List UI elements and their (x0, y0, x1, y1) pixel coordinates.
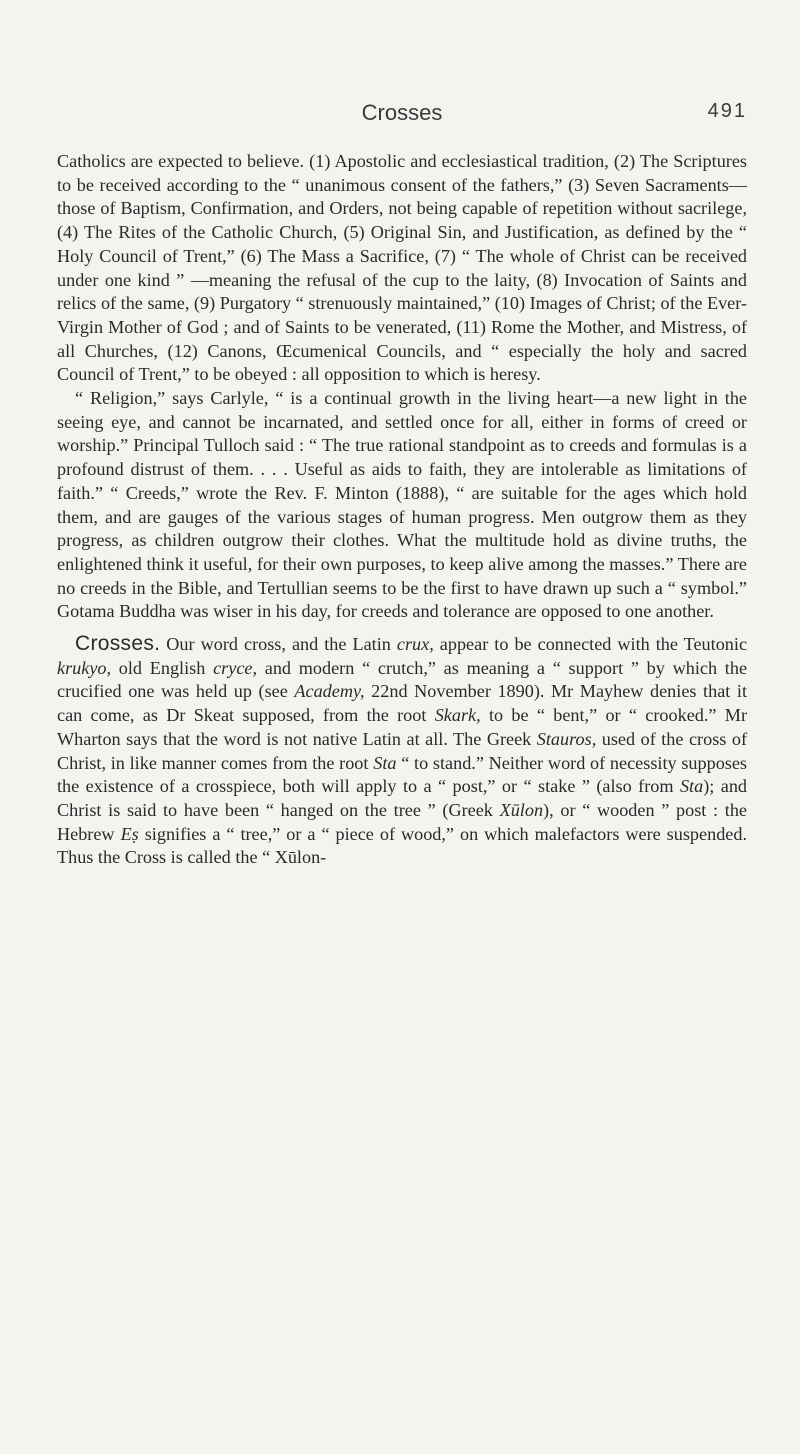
term-crux: crux, (396, 634, 434, 655)
term-cryce: cryce, (213, 657, 258, 678)
paragraph-catholic-beliefs: Catholics are expected to believe. (1) Apostolic and ecclesiastical tradition, (2) The Scriptures to be received according to the “ unanimous consent of the fathers,” (3) Seven Sacraments—those of Baptism, Confirmation, and Orders, not being capable of repetition without sacrilege, (4) The Rites of the Catholic Church, (5) Original Sin, and Justification, as defined by the “ Holy Council of Trent,” (6) The Mass a Sacrifice, (7) “ The whole of Christ can be received under one kind ” —meaning the refusal of the cup to the laity, (8) Invocation of Saints and relics of the same, (9) Purgatory “ strenuously maintained,” (10) Images of Christ; of the Ever-Virgin Mother of God ; and of Saints to be venerated, (11) Rome the Mother, and Mistress, of all Churches, (12) Canons, Œcumenical Councils, and “ especially the holy and sacred Council of Trent,” to be obeyed : all opposition to which is heresy. (57, 151, 747, 385)
term-sta: Sta (679, 776, 704, 797)
term-xulon: Xūlon (499, 799, 544, 820)
paragraph-crosses: Crosses. Our word cross, and the Latin crux, appear to be connected with the Teutonic krukyo, old English cryce, and modern “ crutch,” as meaning a “ support ” by which the crucified one was held up (see Academy, 22nd November 1890). Mr Mayhew denies that it can come, as Dr Skeat supposed, from the root Skark, to be “ bent,” or “ crooked.” Mr Wharton says that the word is not native Latin at all. The Greek Stauros, used of the cross of Christ, in like manner comes from the root Sta “ to stand.” Neither word of necessity supposes the existence of a crosspiece, both will apply to a “ post,” or “ stake ” (also from Sta); and Christ is said to have been “ hanged on the tree ” (Greek Xūlon), or “ wooden ” post : the Hebrew Eṣ signifies a “ tree,” or a “ piece of wood,” on which malefactors were suspended. Thus the Cross is called the “ Xūlon- (57, 632, 748, 868)
term-krukyo: krukyo, (57, 657, 112, 678)
term-es: Eṣ (120, 823, 139, 844)
term-skark: Skark, (434, 705, 481, 726)
term-stauros: Stauros, (536, 728, 597, 749)
body-text (57, 150, 747, 870)
section-heading: Crosses. (75, 632, 161, 656)
page-number: 491 (707, 100, 747, 122)
page-header (57, 0, 747, 150)
paragraph-creeds: “ Religion,” says Carlyle, “ is a continual growth in the living heart—a new light in the seeing eye, and cannot be incarnated, and settled once for all, either in forms of creed or worship.” Principal Tulloch said : “ The true rational standpoint as to creeds and formulas is a profound distrust of them. . . . Useful as aids to faith, they are intolerable as limitations of faith.” “ Creeds,” wrote the Rev. F. Minton (1888), “ are suitable for the ages which hold them, and are gauges of the various stages of human progress. Men outgrow them as they progress, as children outgrow their clothes. What the multitude hold as divine truths, the enlightened think it useful, for their own purposes, to keep alive among the masses.” There are no creeds in the Bible, and Tertullian seems to be the first to have drawn up such a “ symbol.” Gotama Buddha was wiser in his day, for creeds and tolerance are opposed to one another. (57, 388, 747, 622)
citation-academy: Academy, (294, 681, 365, 702)
book-page (57, 0, 747, 870)
term-sta: Sta (373, 752, 397, 773)
running-title: Crosses (361, 100, 443, 125)
